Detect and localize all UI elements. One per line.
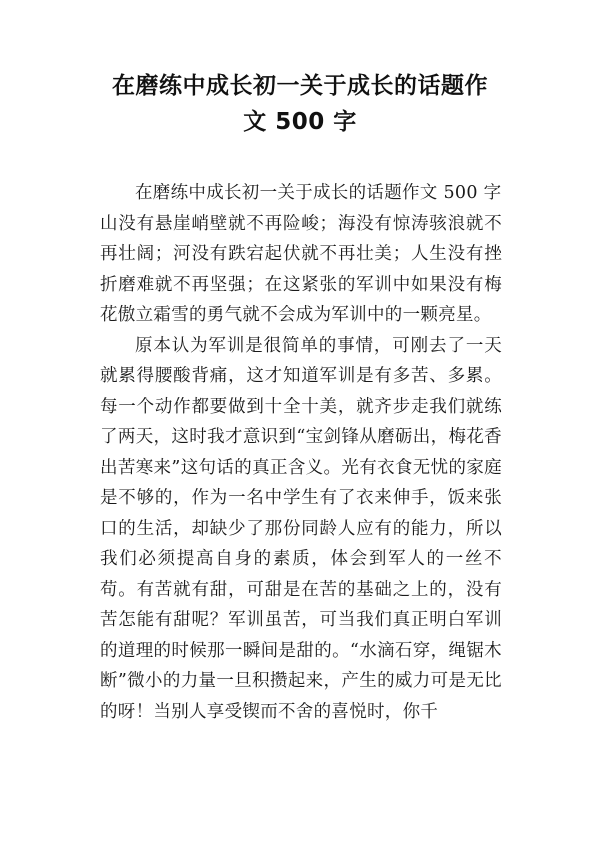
document-body bbox=[100, 178, 502, 727]
document-title bbox=[90, 68, 510, 140]
paragraph-main: 原本认为军训是很简单的事情，可刚去了一天就累得腰酸背痛，这才知道军训是有多苦、多累。每一个动作都要做到十全十美，就齐步走我们就练了两天，这时我才意识到“宝剑锋从磨砺出，梅花香出苦寒来”这句话的真正含义。光有衣食无忧的家庭是不够的，作为一名中学生有了衣来伸手，饭来张口的生活，却缺少了那份同龄人应有的能力，所以我们必须提高自身的素质，体会到军人的一丝不苟。有苦就有甜，可甜是在苦的基础之上的，没有苦怎能有甜呢？军训虽苦，可当我们真正明白军训的道理的时候那一瞬间是甜的。“水滴石穿，绳锯木断”微小的力量一旦积攒起来，产生的威力可是无比的呀！当别人享受锲而不舍的喜悦时，你千 bbox=[100, 335, 502, 722]
title-line-1: 在磨练中成长初一关于成长的话题作 bbox=[112, 73, 488, 99]
paragraph-intro: 山没有悬崖峭壁就不再险峻；海没有惊涛骇浪就不再壮阔；河没有跌宕起伏就不再壮美；人生没有挫折磨难就不再坚强；在这紧张的军训中如果没有梅花傲立霜雪的勇气就不会成为军训中的一颗亮星。 bbox=[100, 213, 502, 325]
title-line-2: 文 500 字 bbox=[243, 109, 357, 135]
paragraph-heading-repeat: 在磨练中成长初一关于成长的话题作文 500 字 bbox=[135, 183, 502, 203]
